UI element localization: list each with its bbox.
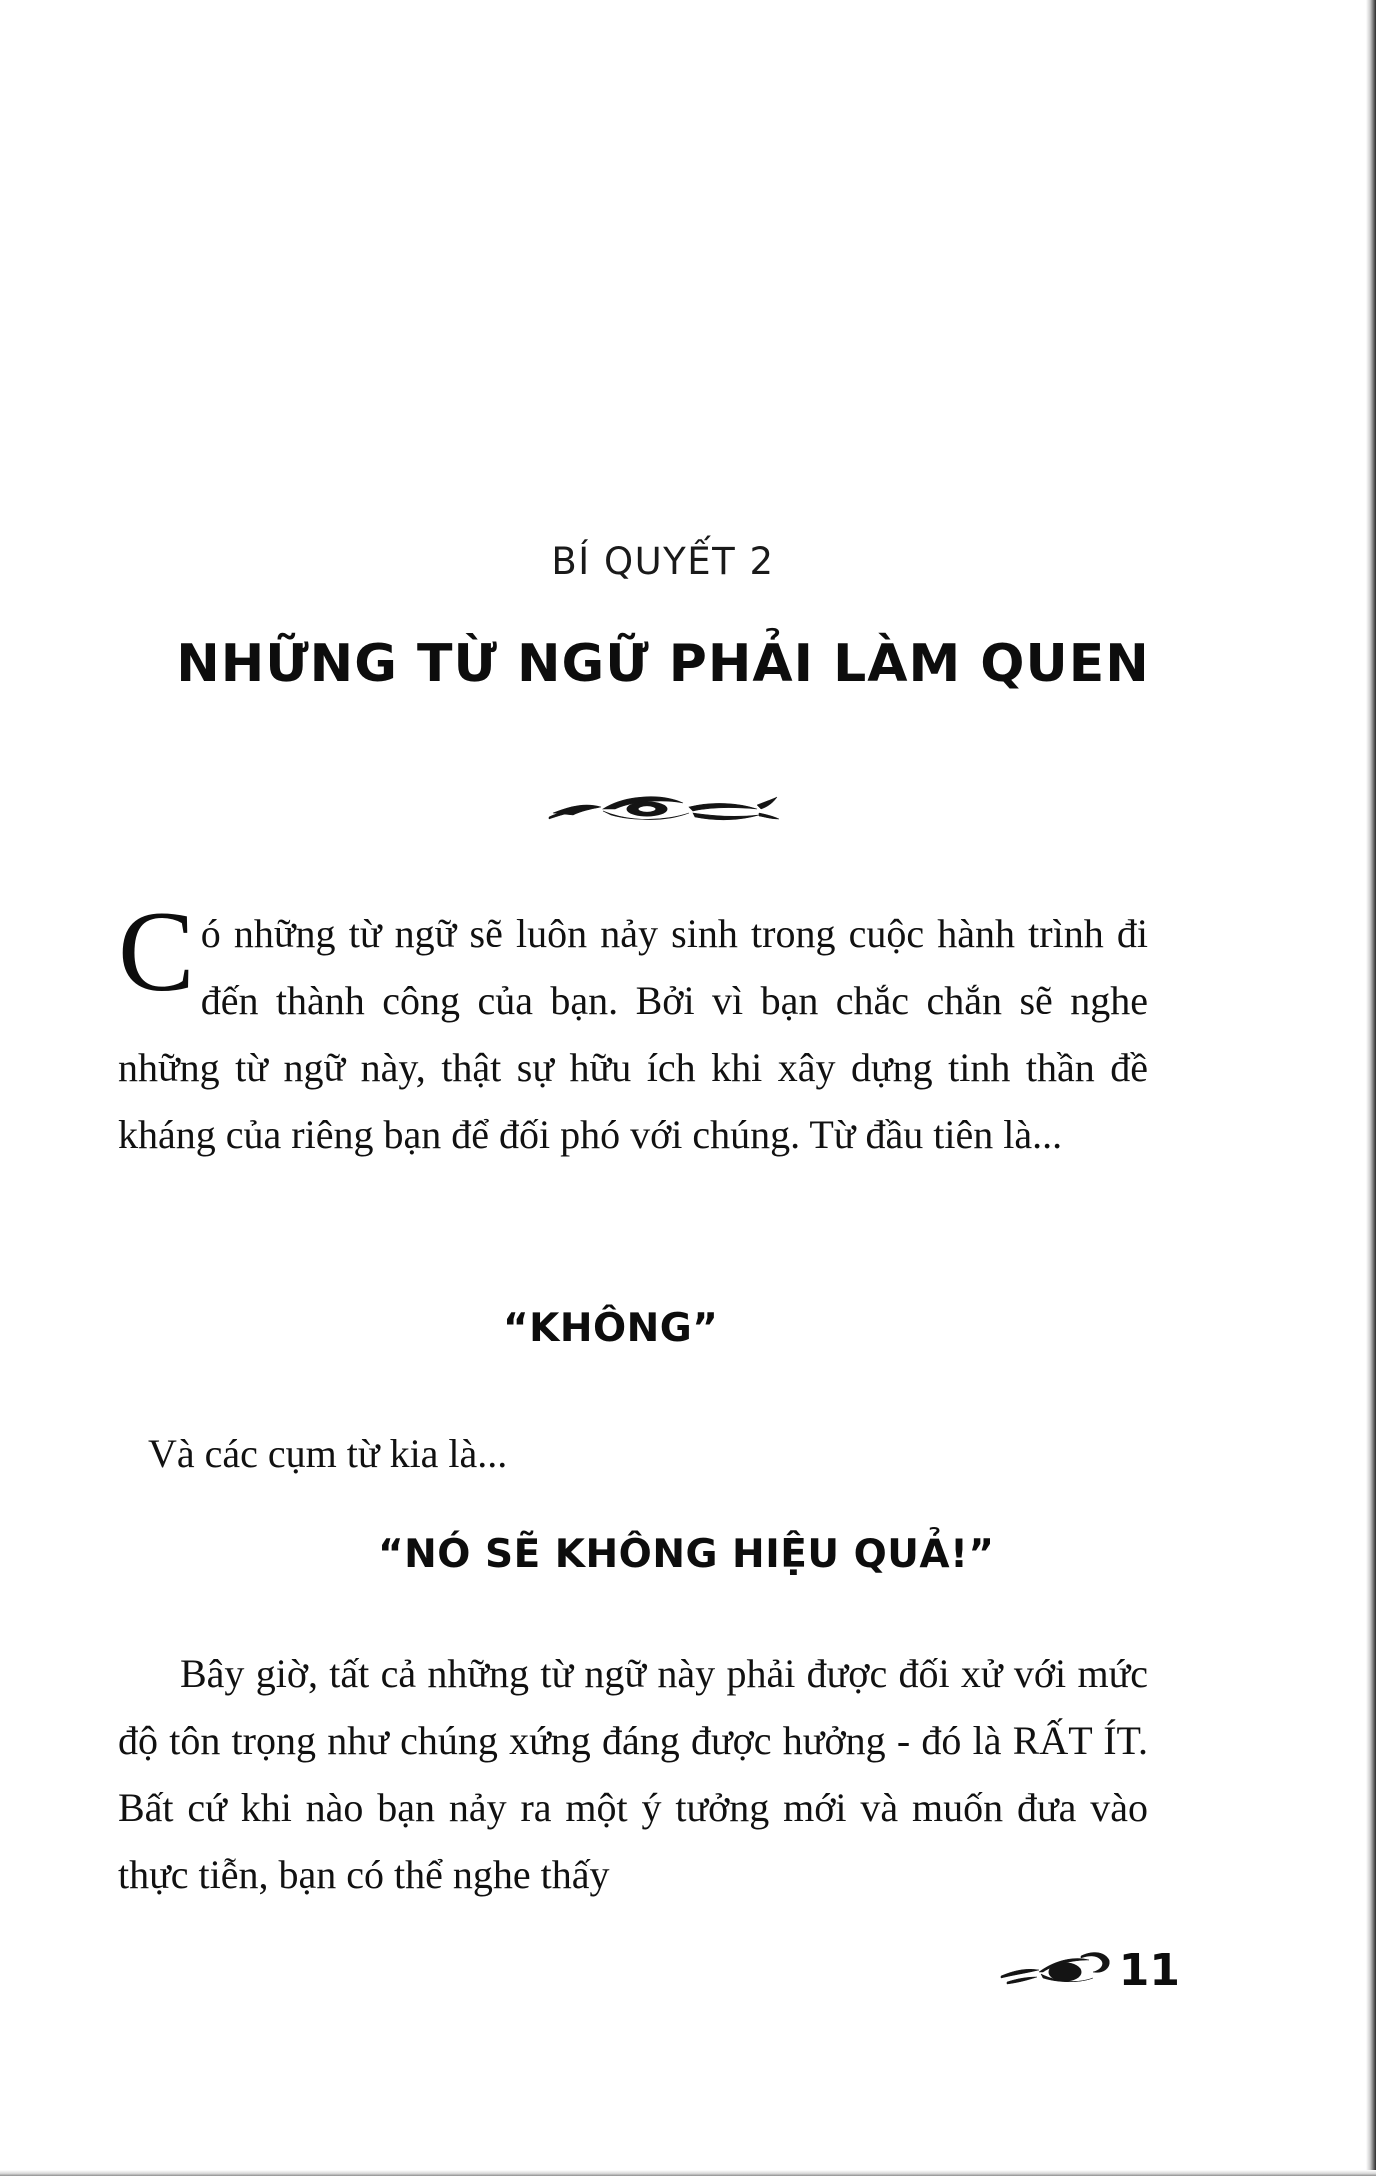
chapter-label: BÍ QUYẾT 2 bbox=[551, 540, 775, 583]
scan-edge-right bbox=[1366, 0, 1376, 2176]
page-footer bbox=[118, 1930, 1208, 2010]
quote-no-se-khong-hieu-qua: “NÓ SẼ KHÔNG HIỆU QUẢ!” bbox=[378, 1532, 995, 1577]
mid-sentence: Và các cụm từ kia là... bbox=[148, 1431, 508, 1476]
leaf-flourish-ornament bbox=[543, 787, 783, 833]
paragraph-two: Bây giờ, tất cả những từ ngữ này phải được đối xử với mức độ tôn trọng như chúng xứng đáng được hưởng - đó là RẤT ÍT. Bất cứ khi nào bạn nảy ra một ý tưởng mới và muốn đưa vào thực tiễn, bạn có thể nghe thấy bbox=[118, 1651, 1148, 1897]
scan-edge-bottom bbox=[0, 2170, 1376, 2176]
page-content bbox=[118, 0, 1208, 2176]
section-ornament bbox=[118, 780, 1208, 840]
drop-cap: C bbox=[118, 888, 195, 1015]
paragraph-one bbox=[118, 888, 1148, 1168]
page-title: NHỮNG TỪ NGỮ PHẢI LÀM QUEN bbox=[176, 634, 1150, 694]
leaf-flourish-ornament-small bbox=[997, 1942, 1117, 1998]
page-number: 11 bbox=[1118, 1944, 1180, 1996]
quote-khong: “KHÔNG” bbox=[503, 1306, 719, 1351]
paragraph-one-text: ó những từ ngữ sẽ luôn nảy sinh trong cuộc hành trình đi đến thành công của bạn. Bởi vì bạn chắc chắn sẽ nghe những từ ngữ này, thật sự hữu ích khi xây dựng tinh thần đề kháng của riêng bạn để đối phó với chúng. Từ đầu tiên là... bbox=[118, 911, 1148, 1157]
